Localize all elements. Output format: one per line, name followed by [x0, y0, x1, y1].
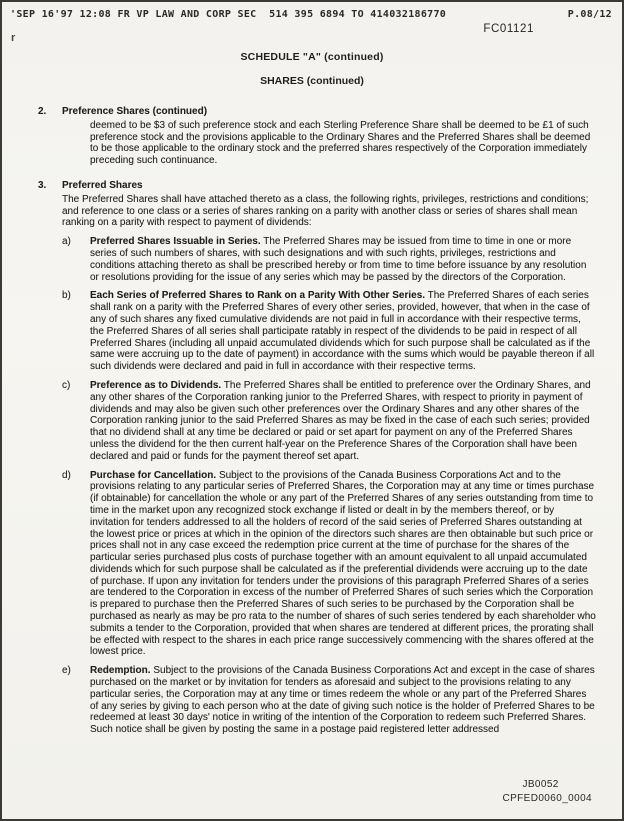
footer-code-cpfed: CPFED0060_0004 [502, 793, 592, 804]
item-label: c) [62, 379, 71, 391]
fax-header [2, 2, 622, 20]
item-body: Subject to the provisions of the Canada Business Corporations Act and to the provisions relating to any particular series of Preferred Shares, the Corporation may at any time or times purchase (if obtainable) for cancellation the whole or any part of the Preferred Shares of any series outstanding from time to time in the market upon any recognized stock exchange if listed or dealt in by the members thereof, or by invitation for tenders addressed to all the holders of record of the said series of Preferred Shares outstanding at the lowest price or prices at which in the opinion of the directors such shares are then obtainable but such price or prices shall not in any case exceed the redemption price current at the time of purchase for the shares of the particular series purchased plus costs of purchase together with an amount equivalent to all unpaid accumulated dividends which for such purpose shall be calculated as if the preferential dividends were accruing up to the date of purchase. If upon any invitation for tenders under the provisions of this paragraph Preferred Shares of a series are tendered to the Corporation in excess of the number of Preferred Shares of such series which the Corporation is prepared to purchase then the Preferred Shares of such series to be purchased by the Corporation shall be purchased as nearly as may be pro rata to the number of shares of such series tendered by each shareholder who submits a tender to the Corporation, provided that when shares are tendered at different prices, the prorating shall be effected with respect to the shares in each price range successively commencing with the shares offered at the lowest price. [90, 469, 596, 658]
item-paragraph [90, 380, 596, 463]
fax-page-indicator: P.08/12 [567, 9, 612, 20]
fax-header-line: 'SEP 16'97 12:08 FR VP LAW AND CORP SEC 514 395 6894 TO 414032186770 [10, 9, 447, 20]
section-number: 2. [38, 106, 47, 117]
item-heading: Preferred Shares Issuable in Series. [90, 236, 261, 248]
item-body: The Preferred Shares may be issued from time to time in one or more series of such numbers of shares, with such designations and with such rights, privileges, restrictions and conditions attaching thereto as shall be prescribed hereby or from time to time before issuance by any resolution or resolutions providing for the issue of any series which may be passed by the directors of the Corporation. [90, 236, 587, 283]
scan-artifact-mark: r [11, 32, 16, 44]
list-item-e [62, 665, 596, 736]
section-heading-row [38, 180, 596, 192]
item-paragraph [90, 236, 596, 283]
item-body: The Preferred Shares shall be entitled to preference over the Ordinary Shares, and any other shares of the Corporation ranking junior to the Preferred Shares, with respect to priority in payment of dividends and may also be given such other preferences over the Ordinary Shares and any other shares of the Corporation ranking junior to the said Preferred Shares as may be fixed in the case of each such series; provided that no dividend shall at any time be declared or paid or set apart for payment on any of the Preferred Shares unless the dividend for the then current half-year on the Preference Shares of the Corporation shall have been declared and paid or funds for the payment thereof set apart. [90, 379, 591, 462]
footer-code-jb: JB0052 [522, 779, 559, 790]
section-heading: Preferred Shares [62, 179, 143, 191]
item-paragraph [90, 665, 596, 736]
item-heading: Preference as to Dividends. [90, 379, 222, 391]
item-paragraph [90, 470, 596, 659]
item-label: b) [62, 290, 71, 302]
list-item-c [62, 380, 596, 463]
page-subtitle: SHARES (continued) [260, 75, 364, 87]
section-paragraph: deemed to be $3 of such preference stock and each Sterling Preference Share shall be deemed to be £1 of such preference stock and the provisions applicable to the Ordinary Shares and the Preferred Shares shall be deemed to be those applicable to the ordinary stock and the preferred shares respectively of the Corporation immediately preceding such continuance. [90, 119, 591, 167]
item-label: e) [62, 665, 71, 677]
item-paragraph [90, 290, 596, 373]
item-heading: Each Series of Preferred Shares to Rank on a Parity With Other Series. [90, 290, 426, 302]
list-item-a [62, 236, 596, 283]
section-number: 3. [38, 179, 47, 191]
section-heading: Preference Shares (continued) [62, 106, 208, 117]
section-preference-shares [38, 106, 596, 167]
list-item-d [62, 470, 596, 659]
item-label: a) [62, 236, 71, 248]
page-title: SCHEDULE "A" (continued) [240, 51, 384, 63]
section-preferred-shares [38, 180, 596, 736]
item-heading: Purchase for Cancellation. [90, 469, 217, 481]
item-body: Subject to the provisions of the Canada Business Corporations Act and except in the case of shares purchased on the market or by invitation for tenders as aforesaid and subject to the provisions relating to any particular series, the Corporation may at any time or times redeem the whole or any part of the Preferred Shares of any series by giving to each person who at the date of giving such notice is the holder of Preferred Shares to be redeemed at least 30 days' notice in writing of the intention of the Corporation to redeem such Preferred Shares. Such notice shall be given by posting the same in a postage paid registered letter addressed [90, 665, 595, 736]
item-body: The Preferred Shares of each series shall rank on a parity with the Preferred Shares of every other series, provided, however, that when in the case of any of such shares any fixed cumulative dividends are not paid in full in accordance with their respective terms, the Preferred Shares of all series shall participate ratably in respect of the dividends to be paid in respect of all Preferred Shares (including all unpaid accumulated dividends which for such purpose shall be calculated as if the same were accruing up to the date of payment) in accordance with the sums which would be payable thereon if all such dividends were declared and paid in full in accordance with their respective terms. [90, 290, 595, 373]
document-body [2, 106, 622, 736]
list-item-b [62, 290, 596, 373]
document-code: FC01121 [483, 23, 534, 35]
footer-codes [502, 779, 592, 804]
section-paragraph: The Preferred Shares shall have attached thereto as a class, the following rights, privileges, restrictions and conditions; and reference to one class or a series of shares ranking on a parity with another class or series of shares shall mean ranking on a parity with respect to payment of dividends: [62, 193, 589, 229]
section-heading-row [38, 106, 596, 118]
item-label: d) [62, 469, 71, 481]
item-heading: Redemption. [90, 665, 151, 677]
